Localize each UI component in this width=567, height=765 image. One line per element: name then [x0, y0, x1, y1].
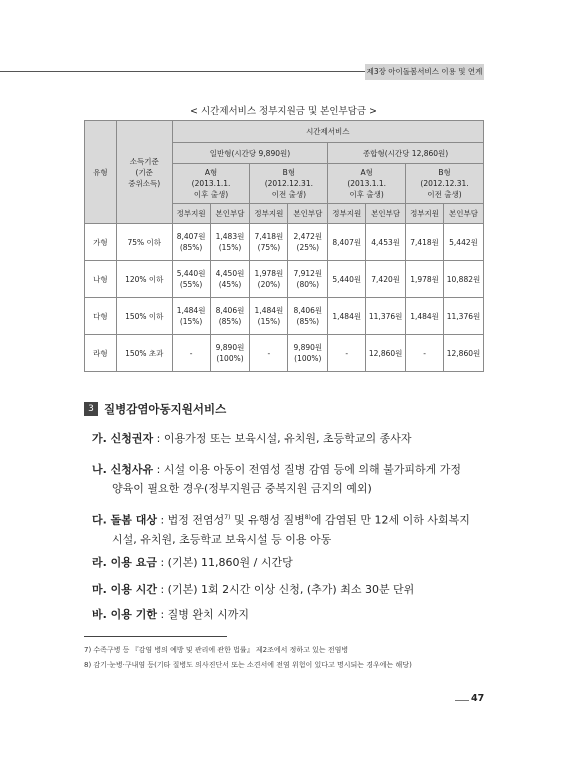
header-self: 본인부담 [210, 204, 250, 224]
cell-value: 1,484원 [406, 298, 444, 335]
header-subtype: B형 (2012.12.31. 이전 출생) [406, 164, 484, 204]
cell-value: 1,483원 (15%) [210, 224, 250, 261]
header-subtype: A형 (2013.1.1. 이후 출생) [328, 164, 406, 204]
list-item [92, 555, 492, 571]
header-subtype: B형 (2012.12.31. 이전 출생) [250, 164, 328, 204]
cell-income: 150% 초과 [116, 335, 172, 372]
subsidy-table [84, 120, 484, 372]
item-label: 라. 이용 요금 [92, 556, 157, 569]
footnote-rule [84, 636, 227, 637]
cell-value: 10,882원 [444, 261, 484, 298]
cell-value: 1,484원 [328, 298, 366, 335]
cell-value: 5,442원 [444, 224, 484, 261]
cell-value: - [172, 335, 210, 372]
cell-value: - [406, 335, 444, 372]
header-gov: 정부지원 [172, 204, 210, 224]
footnote: 8) 감기·눈병·구내염 등(기타 질병도 의사진단서 또는 소견서에 전염 위험이 있다고 명시되는 경우에는 해당) [84, 661, 412, 669]
cell-income: 75% 이하 [116, 224, 172, 261]
cell-income: 120% 이하 [116, 261, 172, 298]
chapter-tab: 제3장 아이돌봄서비스 이용 및 연계 [365, 64, 484, 80]
cell-value: 4,450원 (45%) [210, 261, 250, 298]
header-gov: 정부지원 [250, 204, 288, 224]
item-label: 마. 이용 시간 [92, 583, 157, 596]
cell-value: 1,484원 (15%) [172, 298, 210, 335]
header-self: 본인부담 [366, 204, 406, 224]
cell-type: 라형 [85, 335, 117, 372]
header-general: 일반형(시간당 9,890원) [172, 143, 328, 164]
header-combined: 종합형(시간당 12,860원) [328, 143, 484, 164]
table-title: < 시간제서비스 정부지원금 및 본인부담금 > [189, 106, 378, 117]
cell-value: 1,484원 (15%) [250, 298, 288, 335]
footnote: 7) 수족구병 등 『감염 병의 예방 및 관리에 관한 법률』 제2조에서 정하고 있는 전염병 [84, 646, 349, 654]
cell-value: 5,440원 [328, 261, 366, 298]
cell-value: - [328, 335, 366, 372]
table-row [85, 224, 484, 261]
cell-value: 8,406원 (85%) [210, 298, 250, 335]
cell-value: - [250, 335, 288, 372]
cell-value: 11,376원 [444, 298, 484, 335]
list-item [92, 508, 492, 549]
cell-value: 4,453원 [366, 224, 406, 261]
section-number: 3 [84, 402, 98, 416]
list-item [92, 582, 492, 598]
list-item [92, 460, 492, 498]
header-self: 본인부담 [444, 204, 484, 224]
item-continuation: 양육이 필요한 경우(정부지원금 중복지원 금지의 예외) [112, 482, 372, 495]
page-number-dash [455, 700, 469, 701]
cell-value: 1,978원 [406, 261, 444, 298]
table-row [85, 261, 484, 298]
cell-value: 12,860원 [366, 335, 406, 372]
cell-value: 9,890원 (100%) [210, 335, 250, 372]
footnote-ref: 7) [224, 514, 231, 521]
item-label: 다. 돌봄 대상 [92, 513, 157, 527]
header-income: 소득기준 (기준 중위소득) [116, 121, 172, 224]
header-type: 유형 [85, 121, 117, 224]
item-label: 나. 신청사유 [92, 463, 154, 476]
header-subtype: A형 (2013.1.1. 이후 출생) [172, 164, 250, 204]
cell-value: 8,407원 [328, 224, 366, 261]
item-text: : 질병 완치 시까지 [156, 608, 250, 621]
section-title: 질병감염아동지원서비스 [104, 402, 227, 416]
cell-value: 1,978원 (20%) [250, 261, 288, 298]
list-item [92, 607, 492, 623]
item-text: : 법정 전염성 [156, 513, 225, 527]
cell-type: 나형 [85, 261, 117, 298]
page-number: 47 [471, 693, 485, 704]
item-text: 및 유행성 질병 [230, 513, 305, 527]
item-text: 에 감염된 만 12세 이하 사회복지 [310, 513, 470, 527]
cell-value: 8,406원 (85%) [288, 298, 328, 335]
header-group: 시간제서비스 [172, 121, 483, 143]
cell-income: 150% 이하 [116, 298, 172, 335]
item-label: 바. 이용 기한 [92, 608, 157, 621]
section-heading [84, 401, 226, 417]
cell-value: 7,418원 (75%) [250, 224, 288, 261]
list-item [92, 431, 492, 447]
item-text: : (기본) 1회 2시간 이상 신청, (추가) 최소 30분 단위 [156, 583, 415, 596]
table-row [85, 298, 484, 335]
cell-type: 가형 [85, 224, 117, 261]
item-continuation: 시설, 유치원, 초등학교 보육시설 등 이용 아동 [112, 532, 332, 546]
header-self: 본인부담 [288, 204, 328, 224]
cell-type: 다형 [85, 298, 117, 335]
table-row [85, 335, 484, 372]
item-label: 가. 신청권자 [92, 432, 154, 445]
item-text: : (기본) 11,860원 / 시간당 [156, 556, 293, 569]
cell-value: 7,420원 [366, 261, 406, 298]
cell-value: 2,472원 (25%) [288, 224, 328, 261]
footnote-ref: 8) [304, 514, 311, 521]
cell-value: 7,418원 [406, 224, 444, 261]
item-text: : 이용가정 또는 보육시설, 유치원, 초등학교의 종사자 [153, 432, 412, 445]
header-gov: 정부지원 [328, 204, 366, 224]
cell-value: 7,912원 (80%) [288, 261, 328, 298]
cell-value: 11,376원 [366, 298, 406, 335]
cell-value: 9,890원 (100%) [288, 335, 328, 372]
cell-value: 12,860원 [444, 335, 484, 372]
header-gov: 정부지원 [406, 204, 444, 224]
cell-value: 8,407원 (85%) [172, 224, 210, 261]
cell-value: 5,440원 (55%) [172, 261, 210, 298]
item-text: : 시설 이용 아동이 전염성 질병 감염 등에 의해 불가피하게 가정 [153, 463, 461, 476]
